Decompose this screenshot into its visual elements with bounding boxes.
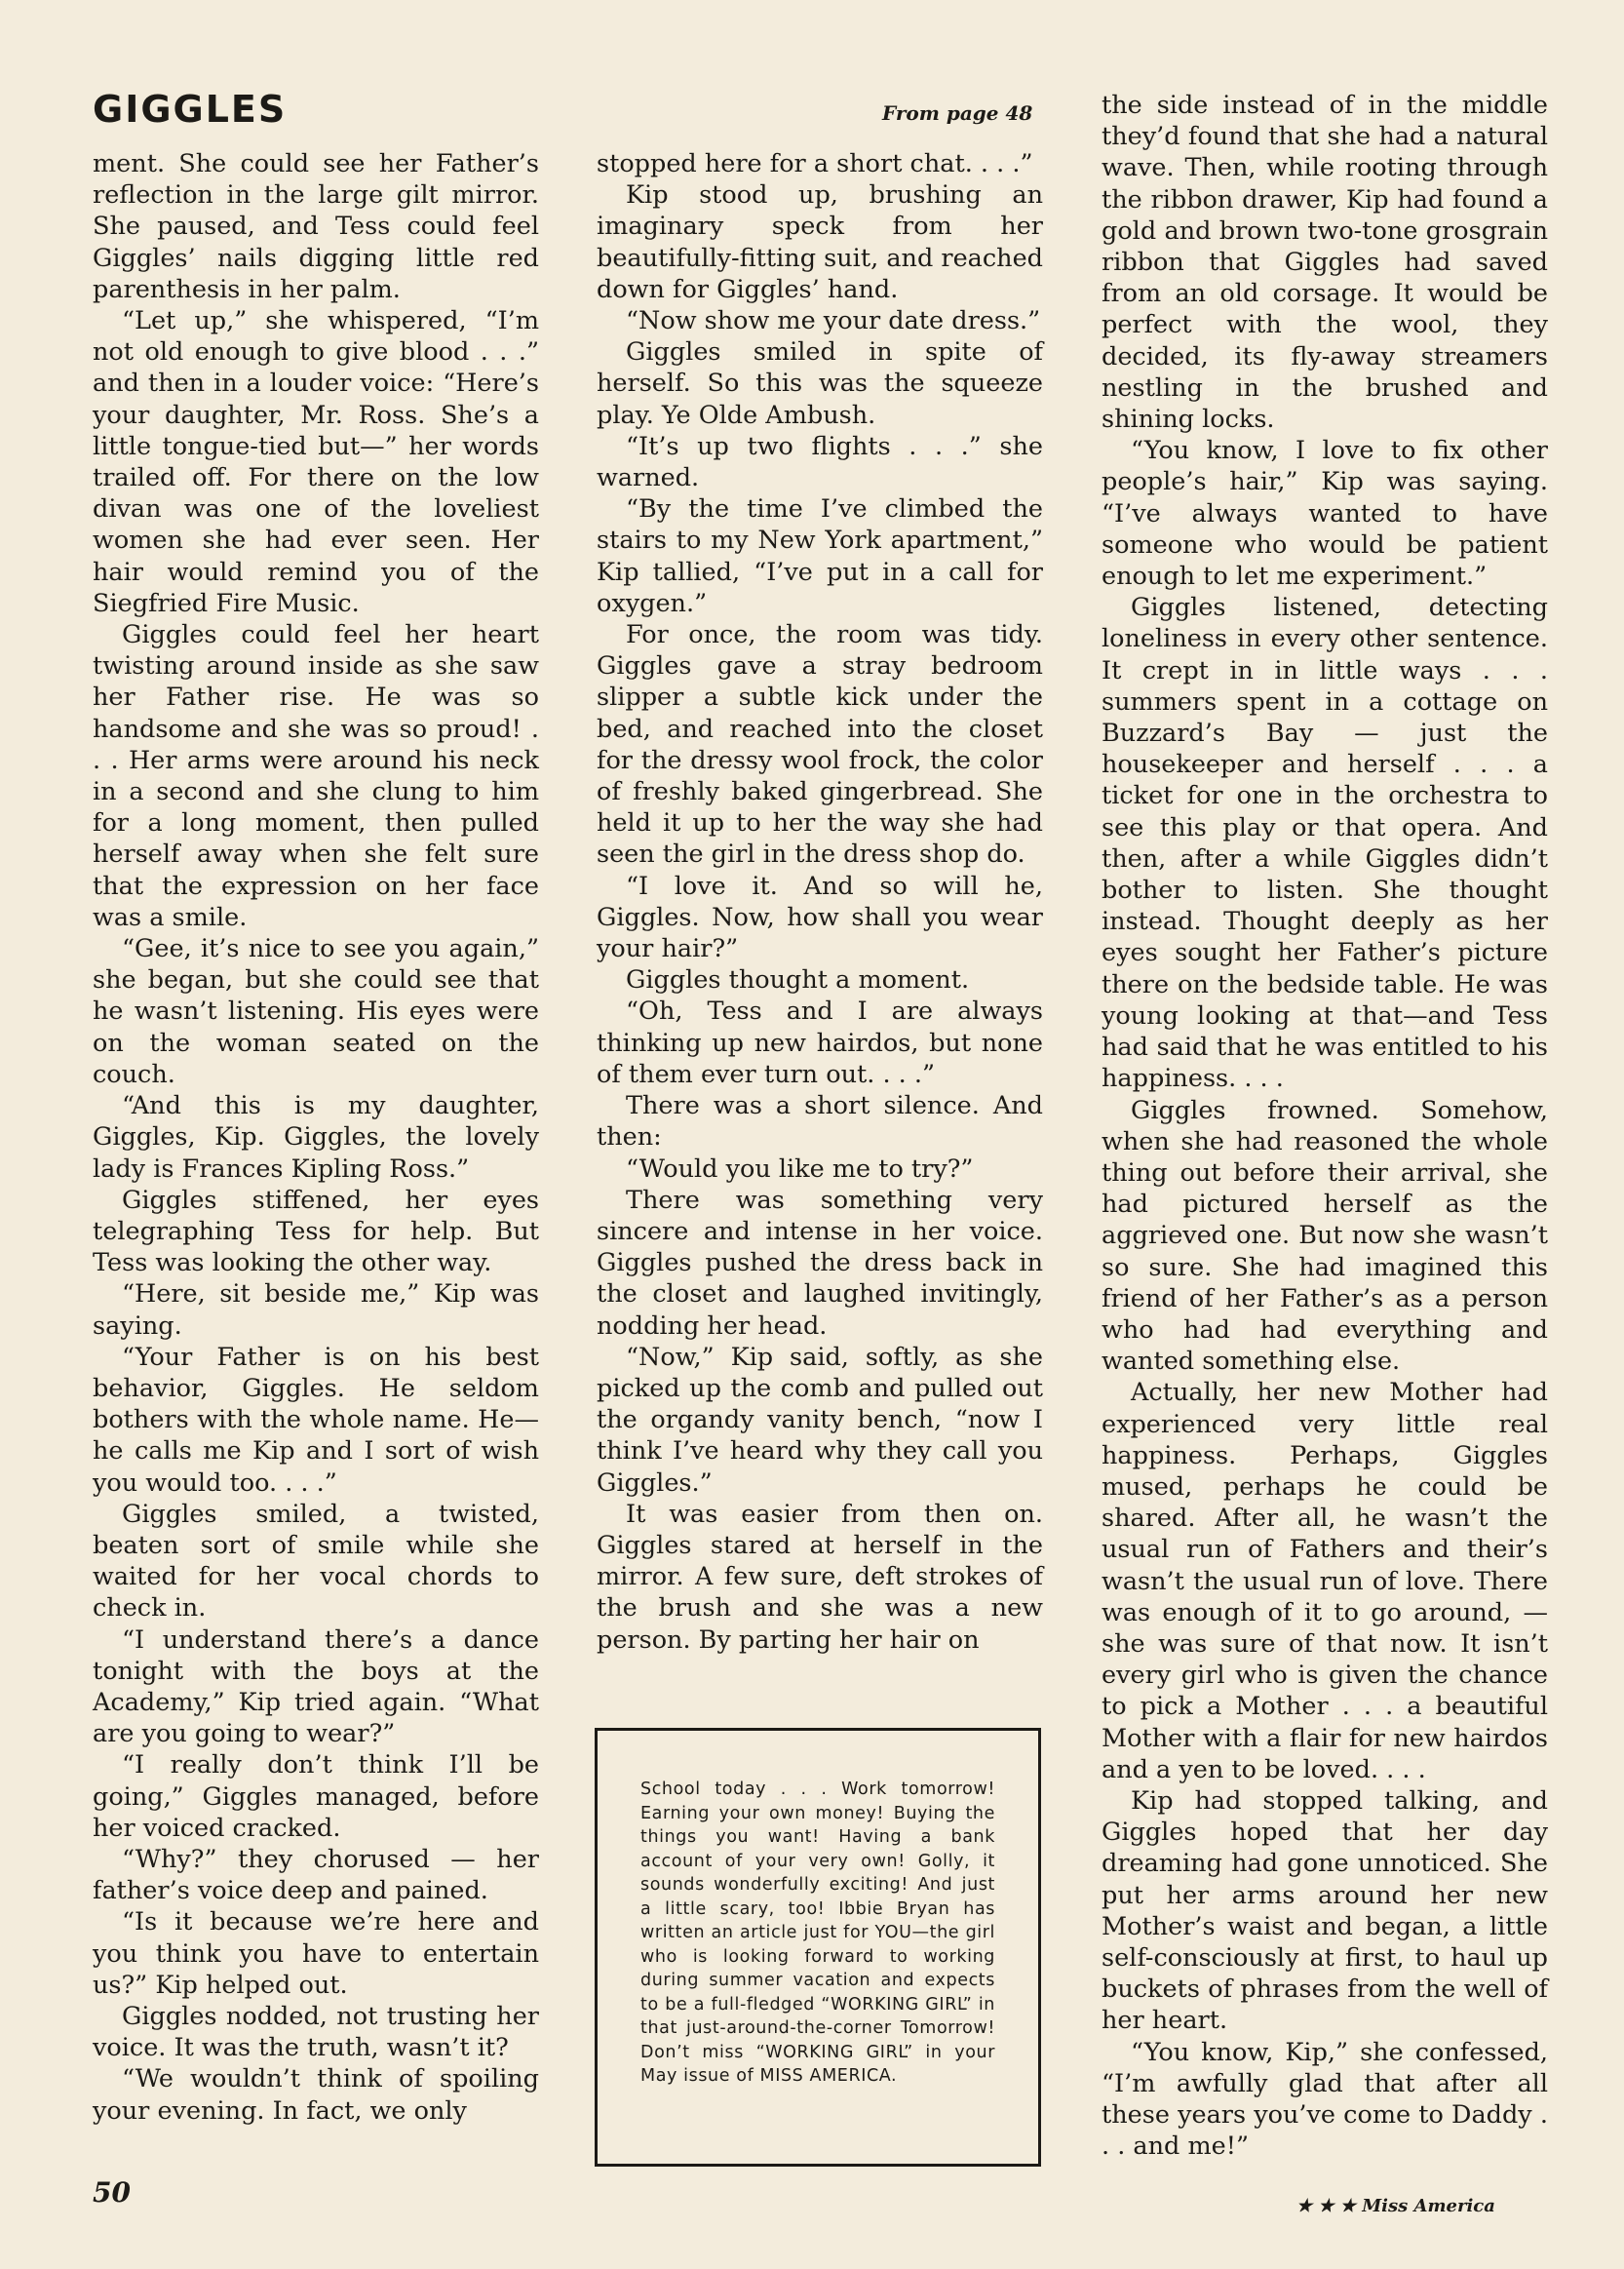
page-number: 50 — [93, 2176, 131, 2209]
paragraph: stopped here for a short chat. . . .” — [597, 149, 1033, 178]
paragraph: Kip had stopped talking, and Giggles hoped that her day dreaming had gone unnoticed. She put her arms around her new Mother’s waist and began, a little self-consciously at first, to haul up buckets of phrases from the well of her heart. — [1102, 1785, 1548, 2036]
paragraph: Giggles could feel her heart twisting around inside as she saw her Father rise. He was so handsome and she was so proud! . . . Her arms were around his neck in a second and she clung to him for a long moment, then pulled herself away when she felt sure that the expression on her face was a smile. — [93, 620, 539, 932]
promo-box — [595, 1728, 1041, 2167]
paragraph: There was a short silence. And then: — [597, 1091, 1043, 1153]
paragraph: Giggles smiled, a twisted, beaten sort of smile while she waited for her vocal chords to check in. — [93, 1499, 539, 1624]
paragraph: Giggles smiled in spite of herself. So this was the squeeze play. Ye Olde Ambush. — [597, 337, 1043, 430]
paragraph: “I love it. And so will he, Giggles. Now, how shall you wear your hair?” — [597, 871, 1043, 964]
paragraph: Actually, her new Mother had experienced very little real happiness. Perhaps, Giggles mused, perhaps he could be shared. After all, he wasn’t the usual run of Fathers and their’s wasn’t the usual run of love. There was enough of it to go around, — she was sure of that now. It isn’t every girl who is given the chance to pick a Mother . . . a beautiful Mother with a flair for new hairdos and a yen to be loved. . . . — [1102, 1378, 1548, 1784]
paragraph: “I really don’t think I’ll be going,” Giggles managed, before her voiced cracked. — [93, 1750, 539, 1843]
paragraph: “Here, sit beside me,” Kip was saying. — [93, 1279, 539, 1341]
paragraph: “Now,” Kip said, softly, as she picked up the comb and pulled out the organdy vanity bench, “now I think I’ve heard why they call you Giggles.” — [597, 1342, 1043, 1498]
paragraph: “And this is my daughter, Giggles, Kip. Giggles, the lovely lady is Frances Kipling Ross.” — [93, 1091, 539, 1184]
paragraph: “I understand there’s a dance tonight with the boys at the Academy,” Kip tried again. “What are you going to wear?” — [93, 1624, 539, 1749]
paragraph: It was easier from then on. Giggles stared at herself in the mirror. A few sure, deft strokes of the brush and she was a new person. By parting her hair on — [597, 1499, 1043, 1655]
paragraph: For once, the room was tidy. Giggles gave a stray bedroom slipper a subtle kick under the bed, and reached into the closet for the dressy wool frock, the color of freshly baked gingerbread. She held it up to her the way she had seen the girl in the dress shop do. — [597, 620, 1043, 870]
paragraph: “Let up,” she whispered, “I’m not old enough to give blood . . .” and then in a louder voice: “Here’s your daughter, Mr. Ross. She’s a little tongue-tied but—” her words trailed off. For there on the low divan was one of the loveliest women she had ever seen. Her hair would remind you of the Siegfried Fire Music. — [93, 306, 539, 618]
paragraph: “You know, I love to fix other people’s hair,” Kip was saying. “I’ve always wanted to have someone who would be patient enough to let me experiment.” — [1102, 436, 1548, 592]
paragraph: “Your Father is on his best behavior, Giggles. He seldom bothers with the whole name. He—he calls me Kip and I sort of wish you would too. . . .” — [93, 1342, 539, 1498]
paragraph: “Is it because we’re here and you think you have to entertain us?” Kip helped out. — [93, 1907, 539, 2000]
paragraph: “Gee, it’s nice to see you again,” she began, but she could see that he wasn’t listening. His eyes were on the woman seated on the couch. — [93, 934, 539, 1089]
paragraph: “By the time I’ve climbed the stairs to my New York apartment,” Kip tallied, “I’ve put in a call for oxygen.” — [597, 494, 1043, 618]
paragraph: There was something very sincere and intense in her voice. Giggles pushed the dress back in the closet and laughed invitingly, nodding her head. — [597, 1185, 1043, 1341]
paragraph: Giggles stiffened, her eyes telegraphing Tess for help. But Tess was looking the other way. — [93, 1185, 539, 1278]
paragraph: Giggles frowned. Somehow, when she had reasoned the whole thing out before their arrival, she had pictured herself as the aggrieved one. But now she wasn’t so sure. She had imagined this friend of her Father’s as a person who had had everything and wanted something else. — [1102, 1095, 1548, 1377]
paragraph: “You know, Kip,” she confessed, “I’m awfully glad that after all these years you’ve come to Daddy . . . and me!” — [1102, 2037, 1548, 2162]
magazine-brand: ★ ★ ★ Miss America — [1296, 2196, 1495, 2216]
paragraph: “We wouldn’t think of spoiling your evening. In fact, we only — [93, 2064, 539, 2126]
paragraph: “It’s up two flights . . .” she warned. — [597, 431, 1043, 493]
text-column-1 — [93, 148, 539, 2127]
paragraph: Giggles thought a moment. — [626, 965, 970, 996]
paragraph: the side instead of in the middle they’d found that she had a natural wave. Then, while rooting through the ribbon drawer, Kip had found a gold and brown two-tone grosgrain ribbon that Giggles had saved from an old corsage. It would be perfect with the wool, they decided, its fly-away streamers nestling in the brushed and shining locks. — [1102, 91, 1548, 435]
continued-from-label: From page 48 — [882, 101, 1033, 125]
paragraph: “Would you like me to try?” — [626, 1154, 974, 1184]
text-column-3 — [1102, 90, 1548, 2162]
paragraph: “Now show me your date dress.” — [626, 306, 1041, 336]
paragraph: Giggles nodded, not trusting her voice. It was the truth, wasn’t it? — [93, 2001, 539, 2063]
text-column-2 — [597, 148, 1043, 1656]
paragraph: “Why?” they chorused — her father’s voice deep and pained. — [93, 1844, 539, 1906]
story-title: GIGGLES — [93, 88, 288, 131]
paragraph: Kip stood up, brushing an imaginary speck from her beautifully-fitting suit, and reached down for Giggles’ hand. — [597, 180, 1043, 304]
paragraph: ment. She could see her Father’s reflection in the large gilt mirror. She paused, and Tess could feel Giggles’ nails digging little red parenthesis in her palm. — [93, 149, 539, 304]
promo-text: School today . . . Work tomorrow! Earning your own money! Buying the things you want! Having a bank account of your very own! Golly, it sounds wonderfully exciting! And just a little scary, too! Ibbie Bryan has written an article just for YOU—the girl who is looking forward to working during summer vacation and expects to be a full-fledged “WORKING GIRL” in that just-around-the-corner Tomorrow! Don’t miss “WORKING GIRL” in your May issue of MISS AMERICA. — [640, 1780, 995, 2086]
paragraph: “Oh, Tess and I are always thinking up new hairdos, but none of them ever turn out. . . .” — [597, 997, 1043, 1089]
paragraph: Giggles listened, detecting loneliness in every other sentence. It crept in in little ways . . . summers spent in a cottage on Buzzard’s Bay — just the housekeeper and herself . . . a ticket for one in the orchestra to see this play or that opera. And then, after a while Giggles didn’t bother to listen. She thought instead. Thought deeply as her eyes sought her Father’s picture there on the bedside table. He was young looking at that—and Tess had said that he was entitled to his happiness. . . . — [1102, 593, 1548, 1094]
